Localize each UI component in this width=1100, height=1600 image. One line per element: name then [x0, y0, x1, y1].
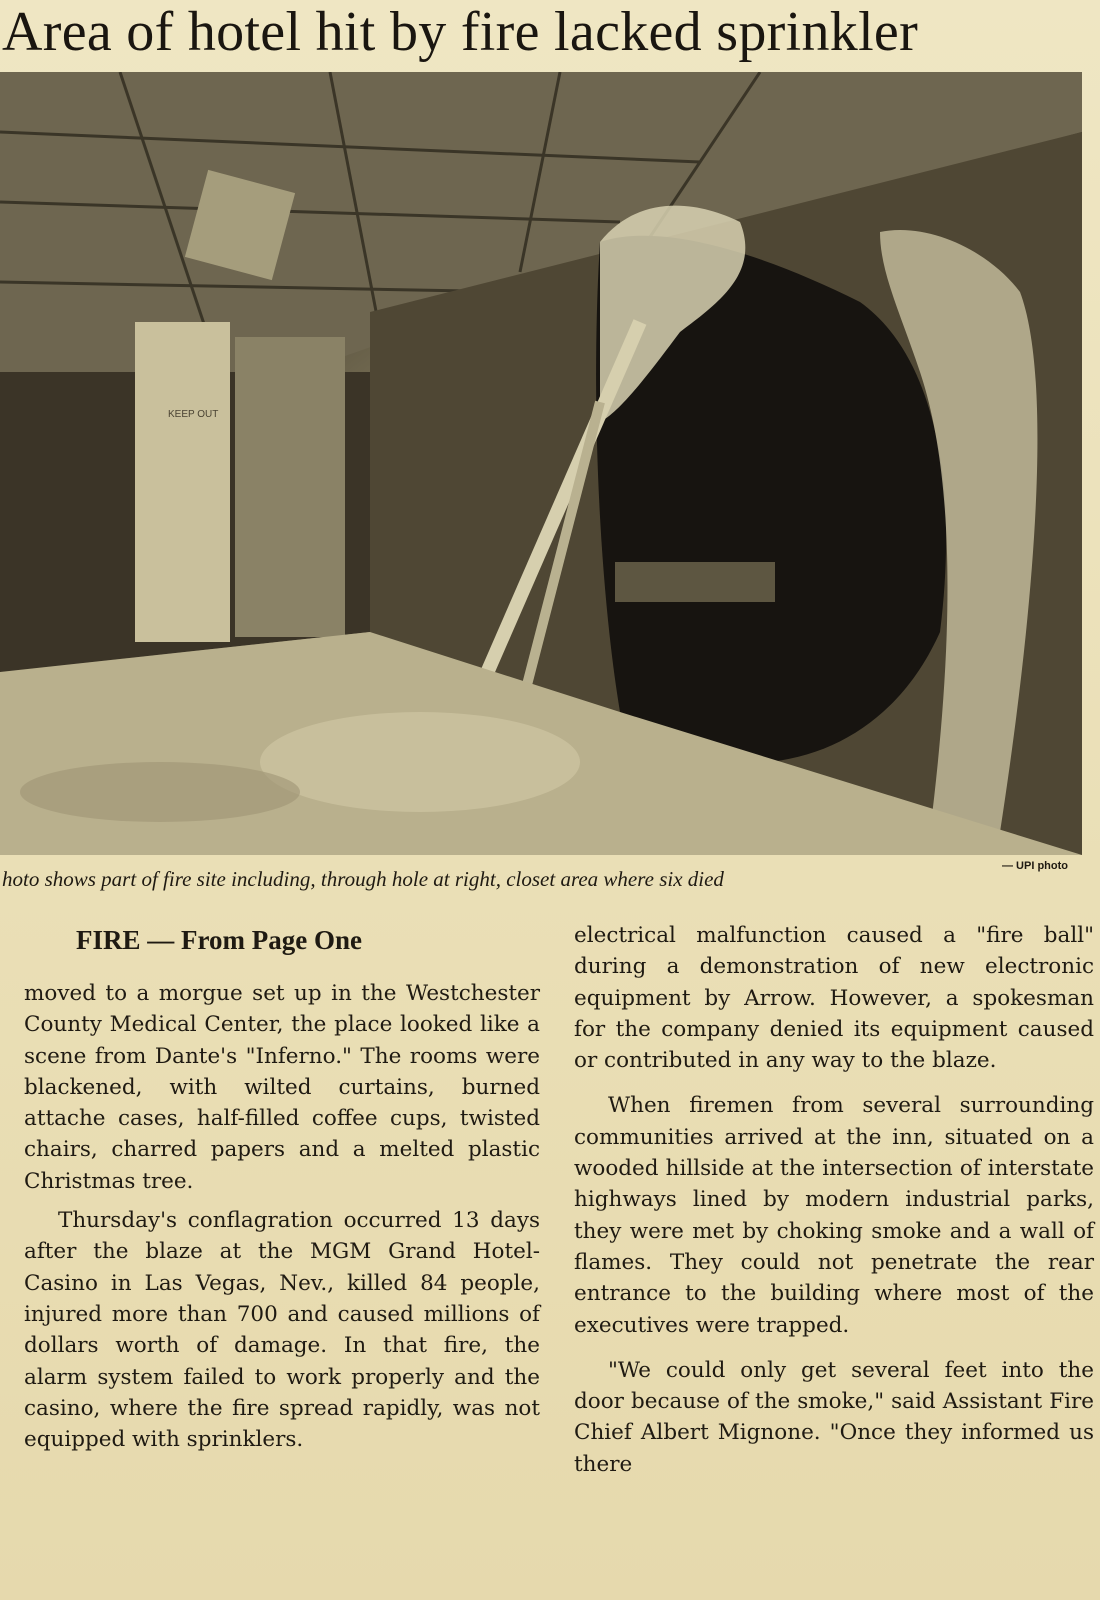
door-left — [135, 322, 230, 642]
section-head: FIRE — From Page One — [76, 925, 362, 955]
article-paragraph: moved to a morgue set up in the Westchester County Medical Center, the place looked like a scene from Dante's "Inferno." The rooms were blackened, with wilted curtains, burned attache cases, half-filled coffee cups, twisted chairs, charred papers and a melted plastic Christmas tree. — [24, 981, 540, 1194]
photo-credit: — UPI photo — [1002, 860, 1068, 872]
photo-caption: hoto shows part of fire site including, through hole at right, closet area where six died — [2, 867, 724, 891]
door-right — [235, 337, 345, 637]
article-paragraph: electrical malfunction caused a "fire ball" during a demonstration of new electronic equipment by Arrow. However, a spokesman for the company denied its equipment caused or contributed in any way to the blaze. — [574, 923, 1094, 1074]
article-paragraph: "We could only get several feet into the door because of the smoke," said Assistant Fire Chief Albert Mignone. "Once they informed us there — [574, 1357, 1094, 1477]
closet-shelf — [615, 562, 775, 602]
article-paragraph: Thursday's conflagration occurred 13 days after the blaze at the MGM Grand Hotel-Casino in Las Vegas, Nev., killed 84 people, injured more than 700 and caused millions of dollars worth of damage. In that fire, the alarm system failed to work properly and the casino, where the fire spread rapidly, was not equipped with sprinklers. — [24, 1208, 540, 1453]
door-sign: KEEP OUT — [168, 409, 219, 420]
fire-site-photo — [0, 72, 1082, 855]
article-paragraph: When firemen from several surrounding communities arrived at the inn, situated on a wooded hillside at the intersection of interstate highways lined by modern industrial parks, they were met by choking smoke and a wall of flames. They could not penetrate the rear entrance to the building where most of the executives were trapped. — [574, 1093, 1094, 1338]
article-column-right — [574, 920, 1100, 1600]
headline: Area of hotel hit by fire lacked sprinkler — [2, 1, 919, 63]
article-column-left — [24, 920, 540, 1455]
